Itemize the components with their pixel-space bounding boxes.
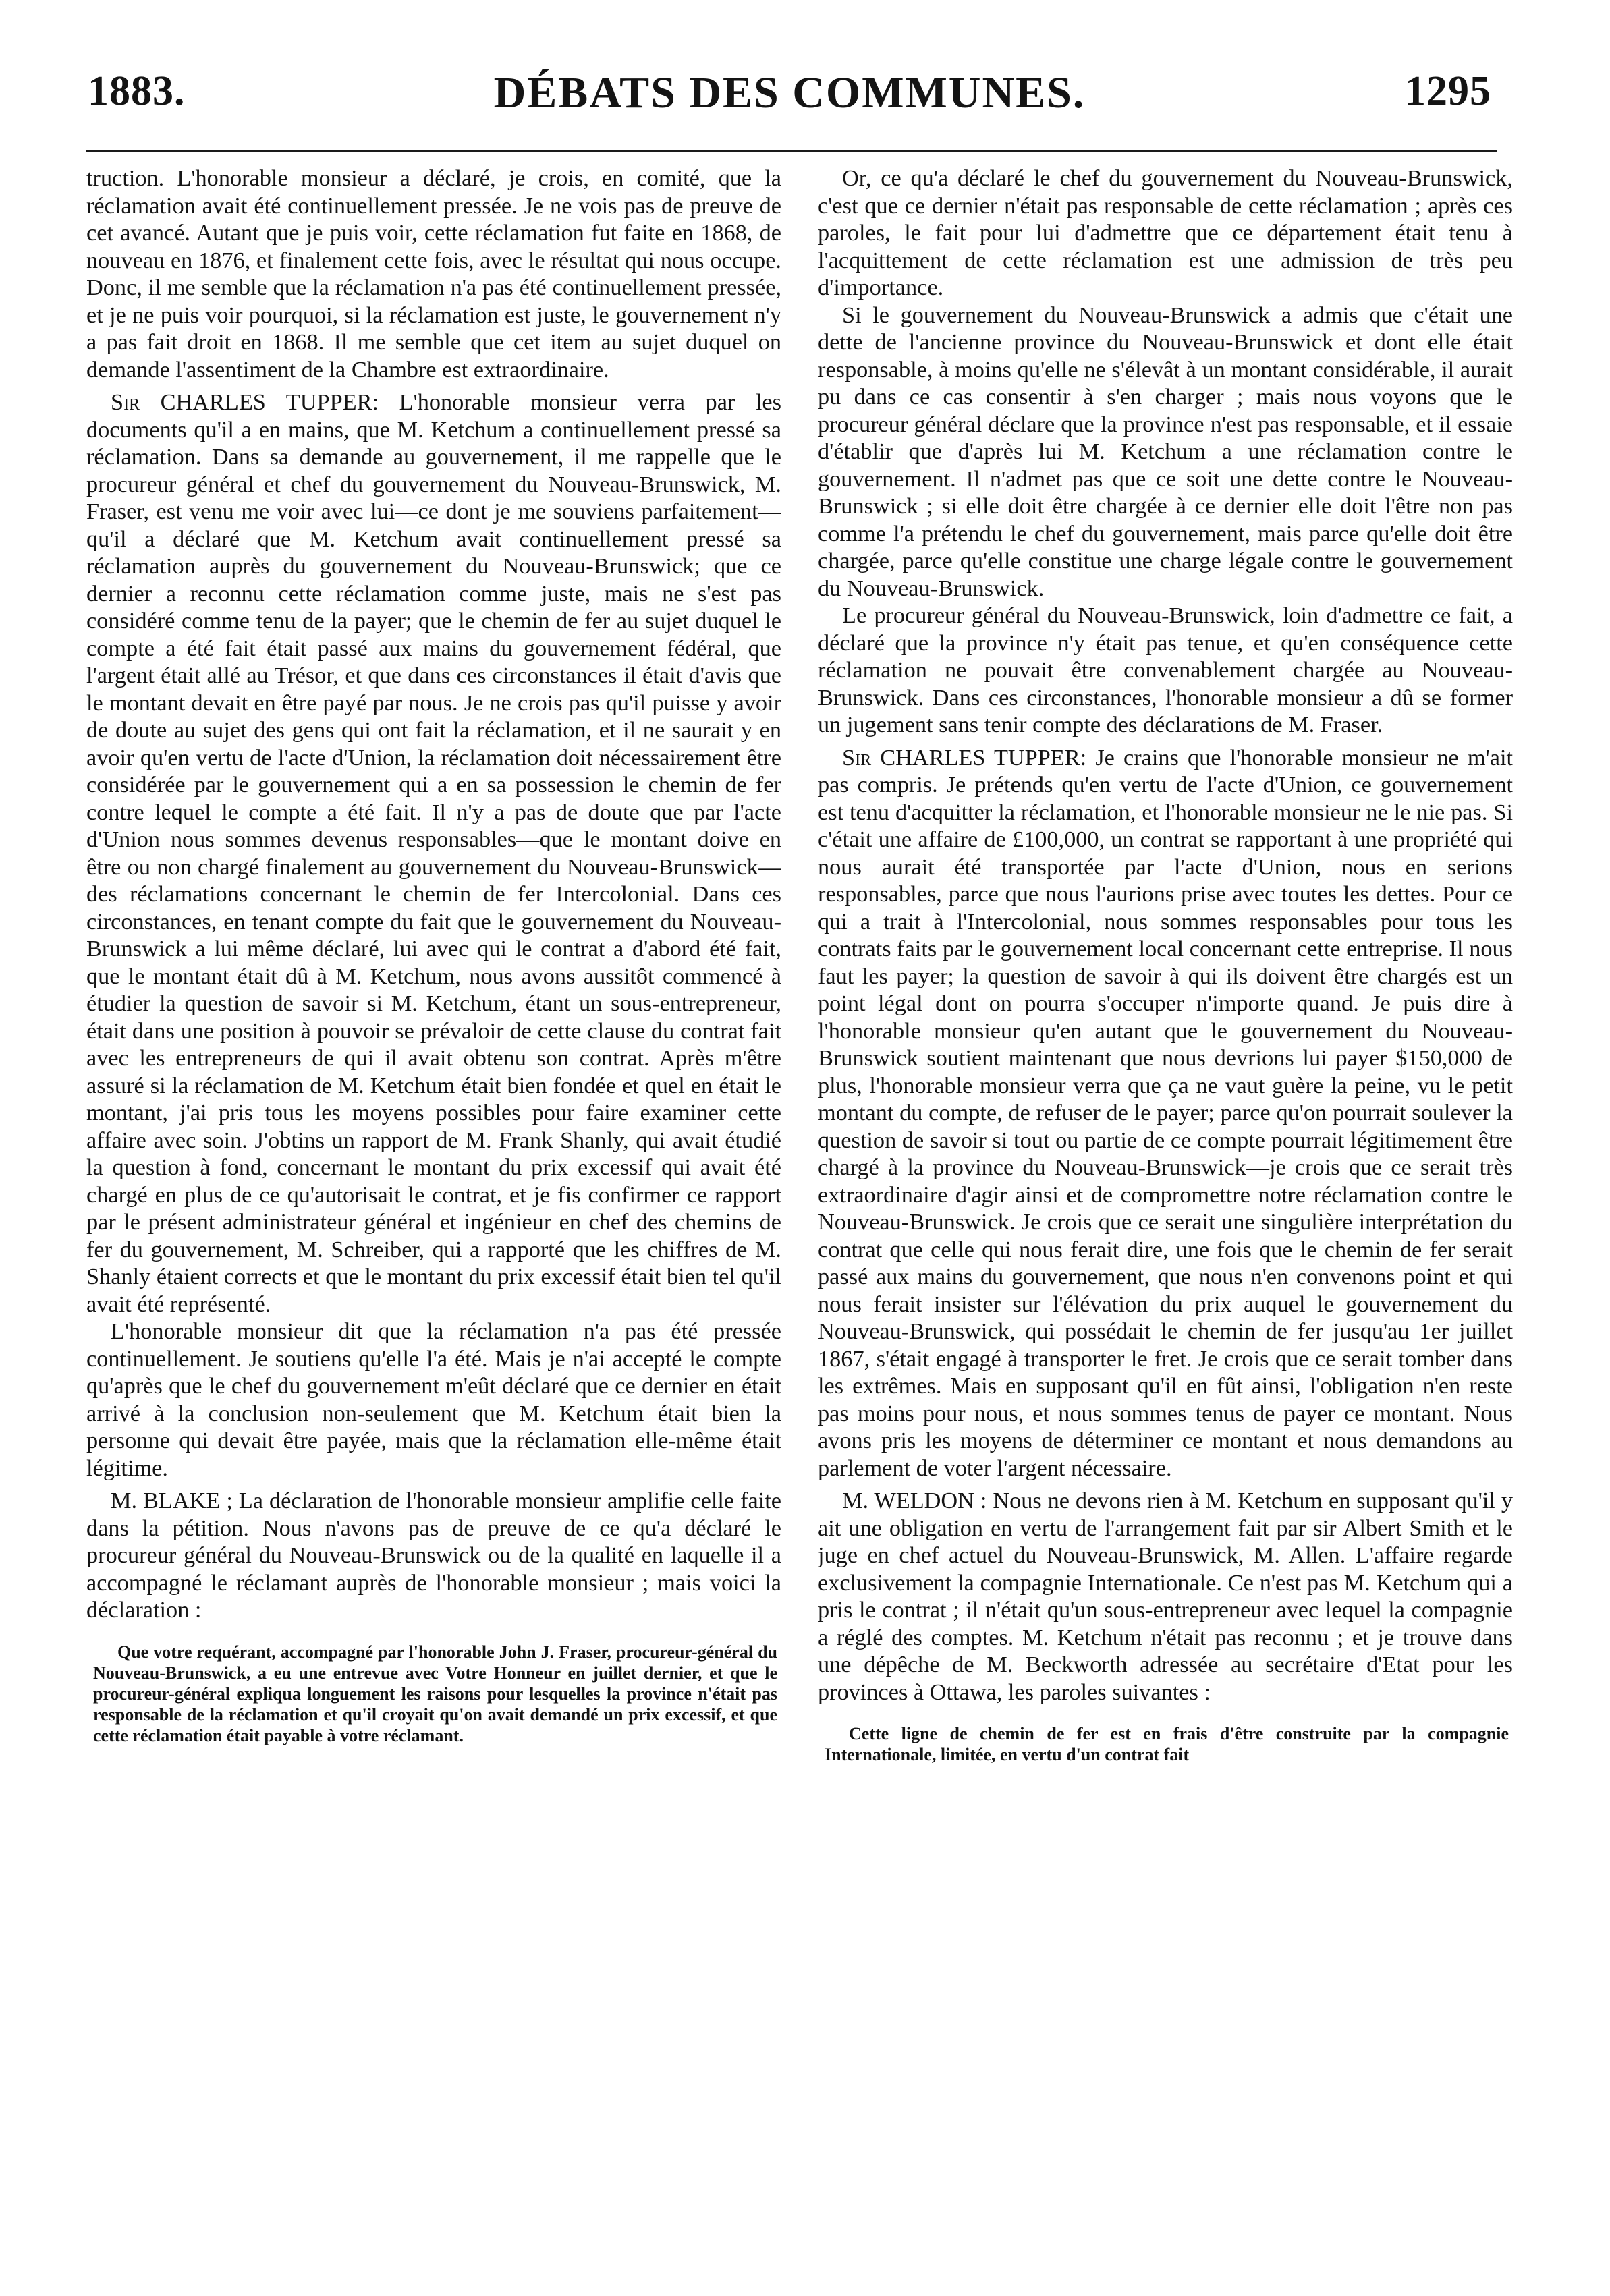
page-header bbox=[81, 67, 1498, 135]
speaker-name: M. WELDON : bbox=[842, 1488, 987, 1513]
paragraph: Or, ce qu'a déclaré le chef du gouvernement du Nouveau-Brunswick, c'est que ce dernier n'était pas responsable de cette réclamation ; après ces paroles, le fait pour lui d'admettre que ce département était tenu à l'acquittement de cette réclamation est une admission de très peu d'importance. bbox=[818, 165, 1513, 300]
paragraph: L'honorable monsieur dit que la réclamation n'a pas été pressée continuellement. Je soutiens qu'elle l'a été. Mais je n'ai accepté le compte qu'après que le chef du gouvernement m'eût déclaré que ce dernier en était arrivé à la conclusion non-seulement que M. Ketchum était bien la personne qui devait être payée, mais que la réclamation elle-même était légitime. bbox=[86, 1318, 781, 1481]
speech-text: La déclaration de l'honorable monsieur amplifie celle faite dans la pétition. Nous n'avons pas de preuve de ce qu'a déclaré le procureur général du Nouveau-Brunswick ou de la qualité en laquelle il a accompagné le réclamant auprès de l'honorable monsieur ; mais voici la déclaration : bbox=[86, 1488, 781, 1623]
speech-paragraph bbox=[86, 389, 781, 1318]
right-column bbox=[818, 165, 1513, 2256]
speech-text: Je crains que l'honorable monsieur ne m'ait pas compris. Je prétends qu'en vertu de l'acte d'Union, ce gouvernement est tenu d'acquitter la réclamation, et l'honorable monsieur ne le nie pas. Si c'était une affaire de £100,000, un contrat se rapportant à une propriété qui nous aurait été transportée par l'acte d'Union, nous en serions responsables, parce que nous l'aurions prise avec toutes les dettes. Pour ce qui a trait à l'Intercolonial, nous sommes responsables pour tous les contrats faits par le gouvernement local concernant cette entreprise. Il nous faut les payer; la question de savoir à qui ils doivent être chargés est un point légal dont on pourra s'occuper n'importe quand. Je puis dire à l'honorable monsieur qu'en autant que le gouvernement du Nouveau-Brunswick soutient maintenant que nous devrions lui payer $150,000 de plus, l'honorable monsieur verra que ça ne vaut guère la peine, vu le petit montant du compte, de refuser de le payer; parce qu'on pourrait soulever la question de savoir si tout ou partie de ce compte pourrait légitimement être chargé à la province du Nouveau-Brunswick—je crois que ce serait très extraordinaire d'agir ainsi et de compromettre notre réclamation contre le Nouveau-Brunswick. Je crois que ce serait une singulière interprétation du contrat que celle qui nous ferait dire, une fois que le chemin de fer serait passé aux mains du gouvernement, que nous n'en convenons point et qui nous ferait insister sur l'élévation du prix auquel le gouvernement du Nouveau-Brunswick, qui possédait le chemin de fer jusqu'au 1er juillet 1867, s'était engagé à transporter le fret. Je crois que ce serait tomber dans les extrêmes. Mais en supposant qu'il en fût ainsi, l'obligation n'en reste pas moins pour nous, et nous sommes tenus de payer ce montant. Nous avons pris les moyens de déterminer ce montant et nous demandons au parlement de voter l'argent nécessaire. bbox=[818, 744, 1513, 1481]
header-title: DÉBATS DES COMMUNES. bbox=[493, 68, 1086, 117]
paragraph: truction. L'honorable monsieur a déclaré, je crois, en comité, que la réclamation avait été continuellement pressée. Je ne vois pas de preuve de cet avancé. Autant que je puis voir, cette réclamation fut faite en 1868, de nouveau en 1876, et finalement cette fois, avec le résultat qui nous occupe. Donc, il me semble que la réclamation n'a pas été continuellement pressée, et je ne puis voir pourquoi, si la réclamation est juste, le gouvernement n'y a pas fait droit en 1868. Il me semble que cet item au sujet duquel on demande l'assentiment de la Chambre est extraordinaire. bbox=[86, 165, 781, 383]
speaker-name: M. BLAKE ; bbox=[111, 1488, 233, 1513]
speech-text: L'honorable monsieur verra par les documents qu'il a en mains, que M. Ketchum a continuellement pressé sa réclamation. Dans sa demande au gouvernement, il me rappelle que le procureur général et chef du gouvernement du Nouveau-Brunswick, M. Fraser, est venu me voir avec lui—ce dont je me souviens parfaitement—qu'il a déclaré que M. Ketchum avait continuellement pressé sa réclamation auprès du gouvernement du Nouveau-Brunswick; que ce dernier a reconnu cette réclamation comme juste, mais ne s'est pas considéré comme tenu de la payer; que le chemin de fer au sujet duquel le compte a été fait était passé aux mains du gouvernement fédéral, que l'argent était allé au Trésor, et que dans ces circonstances il était d'avis que le montant devait en être payé par nous. Je ne crois pas qu'il puisse y avoir de doute au sujet des gens qui ont fait la réclamation, et il ne saurait y en avoir qu'en vertu de l'acte d'Union, la réclamation doit nécessairement être considérée par le gouvernement qui a en sa possession le chemin de fer contre lequel le compte a été fait. Il n'y a pas de doute que par l'acte d'Union nous sommes devenus responsables—que le montant doive en être ou non chargé finalement au gouvernement du Nouveau-Brunswick—des réclamations concernant le chemin de fer Intercolonial. Dans ces circonstances, en tenant compte du fait que le gouvernement du Nouveau-Brunswick a lui même déclaré, lui avec qui le contrat a d'abord été fait, que le montant était dû à M. Ketchum, nous avons aussitôt commencé à étudier la question de savoir si M. Ketchum, étant un sous-entrepreneur, était dans une position à pouvoir se prévaloir de cette clause du contrat fait avec les entrepreneurs de qui il avait obtenu son contrat. Après m'être assuré si la réclamation de M. Ketchum était bien fondée et quel en était le montant, j'ai pris tous les moyens possibles pour faire examiner cette affaire avec soin. J'obtins un rapport de M. Frank Shanly, qui avait étudié la question à fond, concernant le montant du prix excessif qui avait été chargé en plus de ce qu'autorisait le contrat, et je fis confirmer ce rapport par le présent administrateur général et ingénieur en chef des chemins de fer du gouvernement, M. Schreiber, qui a rapporté que les chiffres de M. Shanly étaient corrects et que le montant du prix excessif était bien tel qu'il avait été représenté. bbox=[86, 389, 781, 1317]
speech-paragraph bbox=[86, 1487, 781, 1624]
header-year: 1883. bbox=[88, 68, 186, 114]
quoted-passage: Cette ligne de chemin de fer est en frais d'être construite par la compagnie Internationale, limitée, en vertu d'un contrat fait bbox=[825, 1724, 1509, 1764]
paragraph: Si le gouvernement du Nouveau-Brunswick a admis que c'était une dette de l'ancienne province du Nouveau-Brunswick et dont elle était responsable, à moins qu'elle ne s'élevât à un montant considérable, il aurait pu dans ce cas consentir à s'en charger ; mais nous voyons que le procureur général déclare que la province n'est pas responsable, et il essaie d'établir que d'après lui M. Ketchum a une réclamation contre le gouvernement. Il n'admet pas que ce soit une dette contre le Nouveau-Brunswick ; si elle doit être chargée à ce dernier elle doit l'être non pas comme l'a prétendu le chef du gouvernement, mais parce qu'elle doit être chargée, parce qu'elle constitue une charge légale contre le gouvernement du Nouveau-Brunswick. bbox=[818, 302, 1513, 601]
speech-text: Nous ne devons rien à M. Ketchum en supposant qu'il y ait une obligation en vertu de l'arrangement fait par sir Albert Smith et le juge en chef actuel du Nouveau-Brunswick, M. Allen. L'affaire regarde exclusivement la compagnie Internationale. Ce n'est pas M. Ketchum qui a pris le contrat ; il n'était qu'un sous-entrepreneur avec lequel la compagnie a réglé des comptes. M. Ketchum n'était pas reconnu ; et je trouve dans une dépêche de M. Beckworth adressée au secrétaire d'Etat pour les provinces à Ottawa, les paroles suivantes : bbox=[818, 1488, 1513, 1705]
paragraph: Le procureur général du Nouveau-Brunswick, loin d'admettre ce fait, a déclaré que la province n'y était pas tenue, et qu'en conséquence cette réclamation ne pouvait être convenablement chargée au Nouveau-Brunswick. Dans ces circonstances, l'honorable monsieur a dû se former un jugement sans tenir compte des déclarations de M. Fraser. bbox=[818, 603, 1513, 737]
left-column bbox=[86, 165, 781, 2256]
header-rule bbox=[86, 150, 1497, 152]
speech-paragraph bbox=[818, 1487, 1513, 1706]
header-page-number: 1295 bbox=[1405, 68, 1491, 114]
speech-paragraph bbox=[818, 744, 1513, 1482]
quoted-passage: Que votre requérant, accompagné par l'honorable John J. Fraser, procureur-général du Nouveau-Brunswick, a eu une entrevue avec Votre Honneur en juillet dernier, et que le procureur-général expliqua longuement les raisons pour lesquelles la province n'était pas responsable de la réclamation et qu'il croyait qu'on avait demandé un prix excessif, et que cette réclamation était payable à votre réclamant. bbox=[93, 1642, 777, 1745]
speaker-name: Sir CHARLES TUPPER: bbox=[111, 389, 379, 415]
speaker-name: Sir CHARLES TUPPER: bbox=[842, 744, 1087, 771]
